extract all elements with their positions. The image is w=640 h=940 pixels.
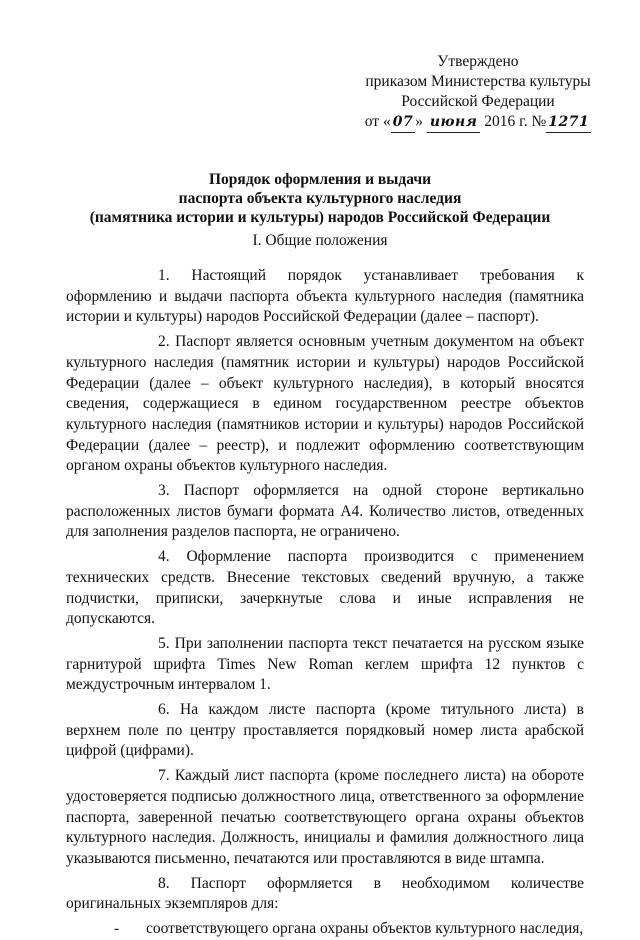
paragraph: [66, 332, 584, 477]
title-line-3: (памятника истории и культуры) народов Российской Федерации: [89, 209, 551, 226]
document-body: [66, 266, 584, 940]
order-month-handwritten: июня: [427, 112, 481, 133]
order-year: 2016 г. №: [484, 113, 547, 130]
paragraph-text: Каждый лист паспорта (кроме последнего листа) на обороте удостоверяется подписью должностного лица, ответственного за оформление паспорта, заверенной печатью соответствующего органа охраны объектов культурного наследия. Должность, инициалы и фамилия должностного лица указываются письменно, печатаются или проставляются в виде штампа.: [66, 767, 584, 867]
paragraph-text: При заполнении паспорта текст печатается на русском языке гарнитурой шрифта Times New Roman кеглем шрифта 12 пунктов с междустрочным интервалом 1.: [66, 634, 585, 694]
order-number-handwritten: 1271: [546, 112, 591, 133]
document-title: [60, 170, 580, 227]
paragraph-text: Паспорт оформляется в необходимом количестве оригинальных экземпляров для:: [66, 874, 584, 913]
order-quote-close: »: [415, 113, 423, 130]
paragraph-number: 2.: [158, 333, 170, 351]
paragraph-text: Настоящий порядок устанавливает требования к оформлению и выдачи паспорта объекта культурного наследия (памятника истории и культуры) народов Российской Федерации (далее – паспорт).: [66, 267, 584, 326]
paragraph-number: 6.: [158, 701, 170, 719]
paragraph-number: 4.: [158, 548, 170, 566]
approval-federation-line: Российской Федерации: [401, 93, 555, 110]
list-item: [66, 919, 584, 940]
order-day-handwritten: 07: [391, 112, 415, 133]
title-line-1: Порядок оформления и выдачи: [209, 171, 431, 188]
paragraph-number: 1.: [158, 267, 170, 284]
approval-ministry-line: приказом Министерства культуры: [365, 73, 591, 90]
approval-block: [358, 52, 598, 133]
paragraph-number: 7.: [158, 767, 170, 785]
section-title: I. Общие положения: [252, 232, 388, 249]
paragraph: [66, 766, 584, 870]
list-item-text: соответствующего органа охраны объектов культурного наследия,: [146, 920, 584, 938]
paragraph-number: 3.: [158, 482, 170, 500]
paragraph: [66, 481, 584, 543]
list-dash: -: [114, 920, 120, 938]
paragraph-number: 8.: [158, 874, 170, 892]
paragraph: [66, 634, 584, 696]
paragraph: [66, 547, 584, 630]
paragraph: [66, 700, 584, 762]
approval-heading: Утверждено: [437, 53, 519, 70]
title-line-2: паспорта объекта культурного наследия: [178, 190, 462, 207]
order-prefix: от «: [364, 113, 391, 130]
paragraph: [66, 874, 584, 915]
paragraph-text: Оформление паспорта производится с применением технических средств. Внесение текстовых сведений вручную, а также подчистки, приписки, зачеркнутые слова и иные исправления не допускаются.: [66, 548, 585, 628]
approval-order-line: [358, 112, 598, 133]
paragraph-text: На каждом листе паспорта (кроме титульного листа) в верхнем поле по центру проставляется порядковый номер листа арабской цифрой (цифрами).: [66, 701, 584, 760]
paragraph-text: Паспорт является основным учетным документом на объект культурного наследия (памятник истории и культуры) народов Российской Федерации (далее – объект культурного наследия), в который вносятся сведения, содержащиеся в едином государственном реестре объектов культурного наследия (памятников истории и культуры) народов Российской Федерации (далее – реестр), и подлежит оформлению соответствующим органом охраны объектов культурного наследия.: [66, 333, 585, 475]
paragraph-text: Паспорт оформляется на одной стороне вертикально расположенных листов бумаги формата А4. Количество листов, отведенных для заполнения разделов паспорта, не ограничено.: [66, 482, 584, 541]
paragraph-number: 5.: [158, 634, 170, 652]
paragraph: [66, 266, 584, 328]
